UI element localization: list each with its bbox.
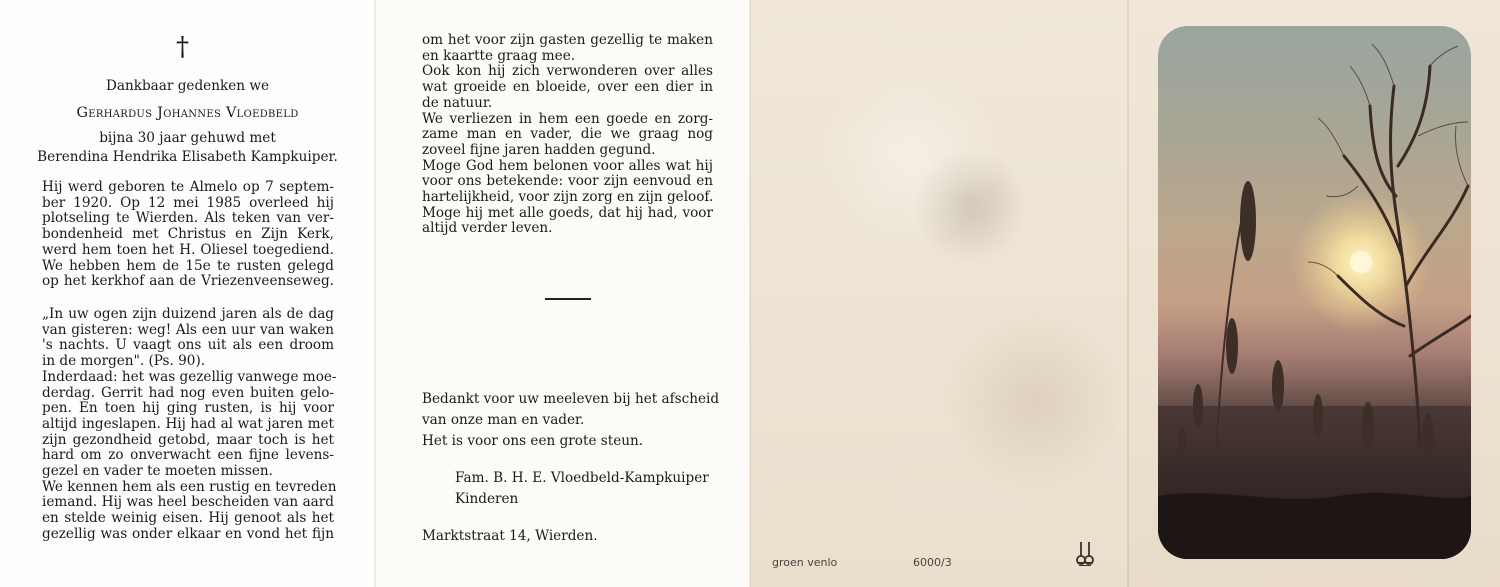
text-line: Ook kon hij zich verwonderen over alles	[422, 63, 713, 80]
text-line: We kennen hem als een rustig en tevreden	[42, 478, 337, 495]
cross-icon: †	[176, 32, 189, 62]
card-page-left	[0, 0, 375, 587]
fold-line	[1127, 0, 1129, 587]
family-signature: Fam. B. H. E. Vloedbeld-Kampkuiper	[455, 470, 709, 486]
text-line: werd hem toen het H. Oliesel toegediend.	[42, 241, 334, 258]
text-line: hartelijkheid, voor zijn zorg en zijn geloof.	[422, 189, 714, 205]
text-line: pen. En toen hij ging rusten, is hij voor	[42, 400, 334, 417]
paper-highlight	[810, 80, 1010, 240]
text-line: Moge hij met alle goeds, dat hij had, voor	[422, 204, 713, 221]
text-line: Inderdaad: het was gezellig vanwege moe-	[42, 368, 337, 385]
divider-rule	[545, 298, 591, 300]
children-signature: Kinderen	[455, 491, 519, 507]
text-line: zijn gezondheid getobd, maar toch is het	[42, 431, 334, 448]
text-line: altijd verder leven.	[422, 220, 553, 237]
intro-line: Dankbaar gedenken we	[105, 78, 269, 94]
text-line: van gisteren: weg! Als een uur van waken	[42, 321, 334, 338]
thanks-line: Het is voor ons een grote steun.	[422, 433, 644, 449]
text-line: We hebben hem de 15e te rusten gelegd	[42, 257, 334, 274]
text-line: en stelde weinig eisen. Hij genoot als het	[42, 510, 334, 527]
text-line: Moge God hem belonen voor alles wat hij	[422, 157, 713, 174]
text-line: We verliezen in hem een goede en zorg-	[422, 110, 713, 127]
married-line: bijna 30 jaar gehuwd met	[99, 130, 276, 146]
text-line: de natuur.	[422, 94, 493, 111]
text-line: Hij werd geboren te Almelo op 7 septem-	[42, 179, 334, 195]
thanks-line: van onze man en vader.	[422, 412, 585, 428]
text-line: zame man en vader, die we graag nog	[422, 126, 713, 143]
deceased-name: Gerhardus Johannes Vloedbeld	[76, 105, 299, 121]
text-line: ber 1920. Op 12 mei 1985 overleed hij	[42, 194, 334, 211]
aging-stain	[950, 300, 1120, 500]
text-line: altijd ingeslapen. Hij had al wat jaren met	[42, 415, 334, 432]
text-line: gezel en vader te moeten missen.	[42, 463, 273, 479]
text-line: en kaartte graag mee.	[422, 47, 576, 64]
text-line: iemand. Hij was heel bescheiden van aard	[42, 494, 334, 511]
card-page-right	[375, 0, 750, 587]
card-back-blank	[750, 0, 1128, 587]
text-line: in de morgen". (Ps. 90).	[42, 353, 206, 370]
landscape-illustration	[1158, 26, 1471, 559]
text-line: derdag. Gerrit had nog even buiten gelo-	[42, 384, 334, 401]
text-line: hard om zo onverwacht een fijne levens-	[42, 447, 334, 464]
printer-name: groen venlo	[772, 556, 838, 569]
thanks-line: Bedankt voor uw meeleven bij het afscheid	[422, 391, 720, 407]
address-line: Marktstraat 14, Wierden.	[422, 528, 598, 544]
text-line: zoveel fijne jaren hadden gegund.	[422, 141, 656, 158]
sunset-tree-photo	[1158, 26, 1471, 559]
text-line: „In uw ogen zijn duizend jaren als de dag	[42, 306, 334, 322]
print-code: 6000/3	[913, 556, 952, 569]
fold-line	[749, 0, 751, 587]
text-line: voor ons betekende: voor zijn eenvoud en	[422, 173, 713, 190]
text-line: op het kerkhof aan de Vriezenveenseweg.	[42, 273, 334, 290]
fold-line	[374, 0, 376, 587]
text-line: om het voor zijn gasten gezellig te maken	[422, 32, 713, 48]
text-line: gezellig was onder elkaar en vond het fijn	[42, 525, 334, 542]
spouse-name: Berendina Hendrika Elisabeth Kampkuiper.	[37, 149, 338, 165]
text-line: plotseling te Wierden. Als teken van ver-	[42, 210, 334, 227]
text-line: bondenheid met Christus en Zijn Kerk,	[42, 226, 334, 243]
text-line: wat groeide en bloeide, over een dier in	[422, 79, 713, 96]
publisher-logo-icon	[1073, 540, 1097, 568]
text-line: 's nachts. U vaagt ons uit als een droom	[42, 337, 334, 354]
